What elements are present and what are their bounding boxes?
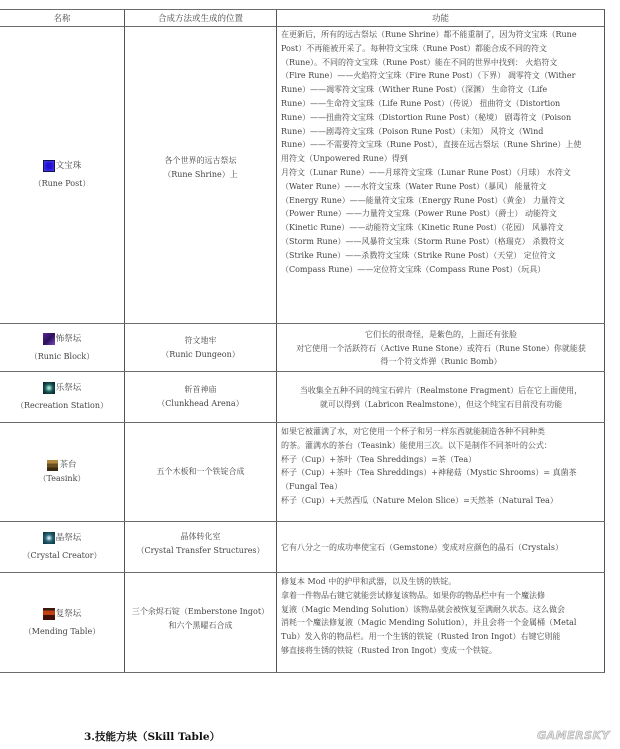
function-cell xyxy=(276,423,605,521)
function-cell xyxy=(276,573,605,672)
mending-table-icon xyxy=(43,608,55,620)
function-line: 在更新后，所有的远古祭坛（Rune Shrine）都不能重制了，因为符文宝珠（Rune xyxy=(281,30,577,39)
name-cell xyxy=(0,324,124,371)
function-line: （Fire Rune）——火焰符文宝珠（Fire Rune Post）（下界） 凋零符文（Wither xyxy=(281,71,576,81)
name-cn: 乐祭坛 xyxy=(55,383,82,393)
function-line: 够直接将生锈的铁锭（Rusted Iron Ingot）变成一个铁锭。 xyxy=(281,645,497,655)
function-line: （Strike Rune）——杀戮符文宝珠（Strike Rune Post）（天堂） 定位符文 xyxy=(281,250,556,260)
name-cell xyxy=(0,423,124,521)
function-cell xyxy=(276,26,605,323)
function-line: Rune）——扭曲符文宝珠（Distortion Rune Post）（秘境） 剧毒符文（Poison xyxy=(281,112,572,122)
function-line: （Storm Rune）——风暴符文宝珠（Storm Rune Post）（格瑞克） 杀戮符文 xyxy=(281,236,565,246)
table-row xyxy=(0,372,605,423)
function-line: （Power Rune）——力量符文宝珠（Power Rune Post）（爵士） 动能符文 xyxy=(281,209,558,219)
function-line: Rune）——不需要符文宝珠（Rune Post），直接在远古祭坛（Rune Shrine）上使 xyxy=(281,140,582,150)
table-row xyxy=(0,26,605,324)
name-en: （Recreation Station） xyxy=(15,401,109,410)
source-line: 和六个黑曜石合成 xyxy=(168,620,233,630)
function-line: （Kinetic Rune）——动能符文宝珠（Kinetic Rune Post）（花园） 风暴符文 xyxy=(281,223,564,233)
header-name: 名称 xyxy=(53,14,71,24)
function-line: 用符文（Unpowered Rune）得到 xyxy=(281,154,408,164)
name-cell xyxy=(0,26,124,323)
function-line: 对它使用一个活跃符石（Active Rune Stone）或符石（Rune Stone）你就能获 xyxy=(296,343,586,353)
source-line: 斩首神庙 xyxy=(184,385,217,394)
function-line: 修复本 Mod 中的护甲和武器，以及生锈的铁锭。 xyxy=(281,577,457,586)
name-en: （Mending Table） xyxy=(23,626,101,636)
source-cell xyxy=(124,522,276,572)
runic-block-icon xyxy=(43,333,55,345)
section-heading: 3.技能方块（Skill Table） xyxy=(84,731,221,743)
function-line: 杯子（Cup）+茶叶（Tea Shreddings）=茶（Tea） xyxy=(281,454,477,464)
function-line: 月符文（Lunar Rune）——月球符文宝珠（Lunar Rune Post）（月球） 水符文 xyxy=(281,167,571,177)
header-function: 功能 xyxy=(276,10,605,26)
header-source: 合成方法或生成的位置 xyxy=(124,10,276,26)
crystal-creator-icon xyxy=(43,532,55,544)
name-cell xyxy=(0,573,124,672)
source-cell xyxy=(124,372,276,422)
function-line: 如果它被灌满了水，对它使用一个杯子和另一样东西就能制造各种不同种类 xyxy=(281,427,545,436)
function-line: 杯子（Cup）+天然西瓜（Nature Melon Slice）=天然茶（Natural Tea） xyxy=(281,495,558,505)
function-line: 得一个符文炸弹（Runic Bomb） xyxy=(380,357,502,367)
name-en: （Runic Block） xyxy=(29,351,95,361)
source-cell xyxy=(124,26,276,323)
recreation-station-icon xyxy=(43,382,55,394)
function-line: Rune）——剧毒符文宝珠（Poison Rune Post）（未知） 风符文（Wind xyxy=(281,126,544,136)
source-line: （Crystal Transfer Structures） xyxy=(136,546,265,555)
source-line: 符文地牢 xyxy=(184,335,217,345)
function-line: 就可以得到（Labricon Realmstone），但这个纯宝石目前没有功能 xyxy=(319,400,563,409)
function-line: （Compass Rune）——定位符文宝珠（Compass Rune Post）（玩具） xyxy=(281,264,546,274)
function-line: Rune）——生命符文宝珠（Life Rune Post）（传说） 扭曲符文（Distortion xyxy=(281,98,561,108)
source-cell xyxy=(124,423,276,521)
function-cell xyxy=(276,324,605,371)
function-line: 当收集全五种不同的纯宝石碎片（Realmstone Fragment）后在它上面使用， xyxy=(299,386,583,396)
table-row xyxy=(0,324,605,372)
function-line: （Fungal Tea） xyxy=(281,482,343,492)
table-row xyxy=(0,573,605,673)
source-line: （Runic Dungeon） xyxy=(161,349,240,359)
function-line: （Energy Rune）——能量符文宝珠（Energy Rune Post）（黄金） 力量符文 xyxy=(281,195,565,205)
function-line: （Rune）。不同的符文宝珠（Rune Post）能在不同的世界中找到： 火焰符文 xyxy=(281,57,558,67)
name-cn: 怖祭坛 xyxy=(55,333,82,344)
function-line: 消耗一个魔法修复液（Magic Mending Solution），并且会将一个金属桶（Metal xyxy=(281,618,577,628)
name-en: （Crystal Creator） xyxy=(22,551,102,560)
function-cell xyxy=(276,522,605,572)
table-header xyxy=(0,9,605,27)
name-cn: 晶祭坛 xyxy=(55,533,82,543)
name-cn: 文宝珠 xyxy=(55,160,82,171)
table-row xyxy=(0,522,605,573)
function-line: 它们长的很奇怪，是紫色的，上面还有张脸 xyxy=(365,329,517,339)
function-line: 的茶。灌满水的茶台（Teasink）能使用三次。以下是制作不同茶叶的公式： xyxy=(281,440,552,450)
function-line: 拿着一件物品右键它就能尝试修复该物品。如果你的物品栏中有一个魔法修 xyxy=(281,590,545,600)
source-cell xyxy=(124,324,276,371)
source-line: 三个余烬石锭（Emberstone Ingot） xyxy=(131,606,270,616)
name-cell xyxy=(0,372,124,422)
name-cell xyxy=(0,522,124,572)
source-line: （Clunkhead Arena） xyxy=(157,399,244,408)
rune-post-icon xyxy=(43,160,55,172)
source-cell xyxy=(124,573,276,672)
function-line: 它有八分之一的成功率使宝石（Gemstone）变成对应颜色的晶石（Crystals） xyxy=(281,543,563,553)
source-line: （Rune Shrine）上 xyxy=(163,169,238,179)
function-line: 复液（Magic Mending Solution）该物品就会被恢复至满耐久状态。这么做会 xyxy=(281,604,565,614)
name-cn: 茶台 xyxy=(59,460,77,470)
watermark-logo: GAMERSKY xyxy=(537,729,610,742)
name-cn: 复祭坛 xyxy=(55,608,82,619)
function-line: Post）不再能被开采了。每种符文宝珠（Rune Post）都能合成不同的符文 xyxy=(281,43,547,53)
source-line: 各个世界的远古祭坛 xyxy=(164,155,237,165)
function-line: Rune）——凋零符文宝珠（Wither Rune Post）（深渊） 生命符文（Life xyxy=(281,85,548,95)
teasink-icon xyxy=(47,460,58,471)
table-row xyxy=(0,423,605,522)
function-line: 杯子（Cup）+茶叶（Tea Shreddings）+神秘菇（Mystic Shrooms）= 真菌茶 xyxy=(281,468,577,478)
function-line: Tub）发入你的物品栏。用一个生锈的铁锭（Rusted Iron Ingot）右键它则能 xyxy=(281,632,561,642)
function-line: （Water Rune）——水符文宝珠（Water Rune Post）（暴风） 能量符文 xyxy=(281,181,547,191)
source-line: 晶体转化室 xyxy=(180,532,221,541)
name-en: （Rune Post） xyxy=(33,178,91,188)
name-en: （Teasink） xyxy=(38,474,86,483)
source-line: 五个木板和一个铁锭合成 xyxy=(156,467,245,476)
function-cell xyxy=(276,372,605,422)
